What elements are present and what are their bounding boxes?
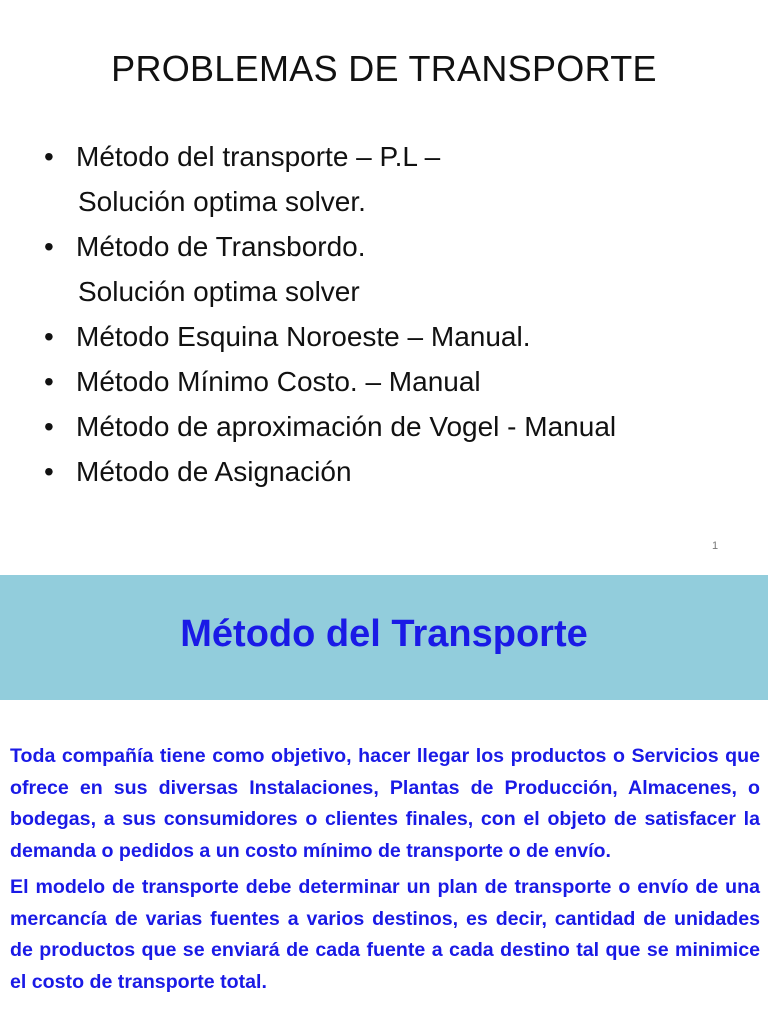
bullet-continuation: Solución optima solver. (78, 186, 366, 217)
bullet-item: • Método de aproximación de Vogel - Manual (44, 407, 616, 452)
bullet-icon: • (44, 411, 54, 442)
bullet-icon: • (44, 141, 54, 172)
body-text (10, 741, 760, 1003)
title-banner (0, 575, 768, 700)
slide-2 (0, 575, 768, 1024)
bullet-list (44, 137, 616, 497)
bullet-icon: • (44, 321, 54, 352)
bullet-item: • Método de Transbordo. (44, 227, 616, 272)
bullet-icon: • (44, 366, 54, 397)
bullet-item: • Método Esquina Noroeste – Manual. (44, 317, 616, 362)
bullet-item: • Método del transporte – P.L – (44, 137, 616, 182)
bullet-icon: • (44, 456, 54, 487)
paragraph: Toda compañía tiene como objetivo, hacer llegar los productos o Servicios que ofrece en sus diversas Instalaciones, Plantas de Producción, Almacenes, o bodegas, a sus consumidores o clientes finales, con el objeto de satisfacer la demanda o pedidos a un costo mínimo de transporte o de envío. (10, 745, 760, 862)
bullet-icon: • (44, 231, 54, 262)
bullet-item: • Método Mínimo Costo. – Manual (44, 362, 616, 407)
slide-title: PROBLEMAS DE TRANSPORTE (111, 48, 657, 89)
page-number: 1 (712, 540, 719, 552)
paragraph: El modelo de transporte debe determinar un plan de transporte o envío de una mercancía de varias fuentes a varios destinos, es decir, cantidad de unidades de productos que se enviará de cada fuente a cada destino tal que se minimice el costo de transporte total. (10, 876, 760, 993)
bullet-item: • Método de Asignación (44, 452, 616, 497)
bullet-continuation: Solución optima solver (78, 276, 360, 307)
slide-title: Método del Transporte (180, 613, 588, 655)
